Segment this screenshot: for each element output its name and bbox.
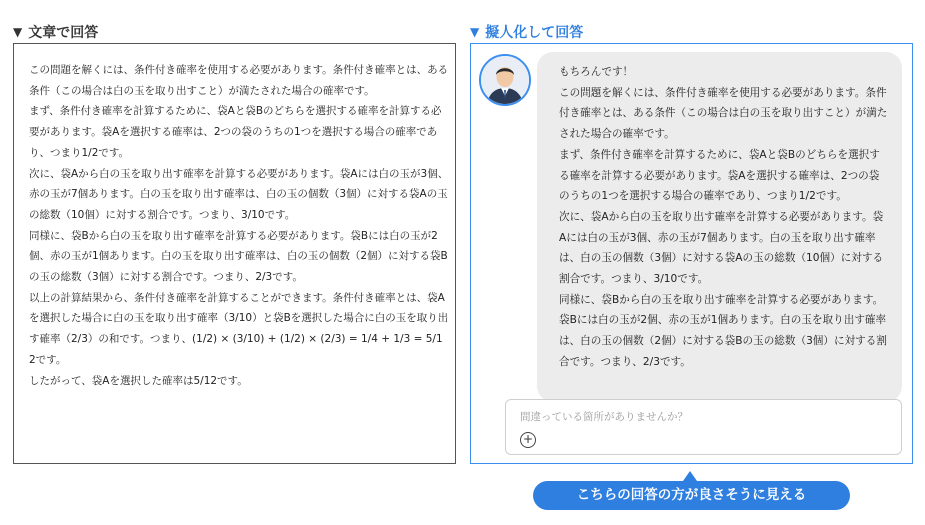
triangle-down-icon: ▼ [470, 25, 480, 39]
answer-paragraph: 同様に、袋Bから白の玉を取り出す確率を計算する必要があります。袋Bには白の玉が2個、赤の玉が1個あります。白の玉を取り出す確率は、白の玉の個数（2個）に対する袋Bの玉の総数（3個）に対する割合です。つまり、2/3です。 [29, 229, 448, 284]
answer-paragraph: まず、条件付き確率を計算するために、袋Aと袋Bのどちらを選択する確率を計算する必要があります。袋Aを選択する確率は、2つの袋のうちの1つを選択する場合の確率であり、つまり1/2です。 [29, 105, 442, 159]
prefer-this-answer-button[interactable]: こちらの回答の方が良さそうに見える [533, 481, 850, 510]
avatar-icon [479, 54, 531, 106]
bubble-paragraph: もちろんです！ [559, 66, 634, 78]
right-title-text: 擬人化して回答 [485, 25, 584, 41]
triangle-down-icon: ▼ [13, 25, 23, 39]
answer-paragraph: 以上の計算結果から、条件付き確率を計算することができます。条件付き確率とは、袋Aを選択した場合に白の玉を取り出す確率（3/10）と袋Bを選択した場合に白の玉を取り出す確率（2/3）の和です。つまり、(1/2) × (3/10) + (1/2) × (2/3) = 1/4 + 1/3 = 5/12です。 [29, 291, 449, 366]
bubble-paragraph: 同様に、袋Bから白の玉を取り出す確率を計算する必要があります。袋Bには白の玉が2個、赤の玉が1個あります。白の玉を取り出す確率は、白の玉の個数（2個）に対する袋Bの玉の総数（3個）に対する割合です。つまり、2/3です。 [559, 293, 887, 368]
bubble-paragraph: この問題を解くには、条件付き確率を使用する必要があります。条件付き確率とは、ある条件（この場合は白の玉を取り出すこと）が満たされた場合の確率です。 [559, 86, 888, 141]
left-title-text: 文章で回答 [28, 25, 99, 41]
right-section-title [470, 22, 583, 42]
left-section-title [13, 22, 98, 42]
person-avatar-icon [481, 56, 529, 104]
bubble-paragraph: 次に、袋Aから白の玉を取り出す確率を計算する必要があります。袋Aには白の玉が3個、赤の玉が7個あります。白の玉を取り出す確率は、白の玉の個数（3個）に対する袋Aの玉の総数（10個）に対する割合です。つまり、3/10です。 [559, 210, 884, 286]
text-answer-panel [13, 43, 456, 464]
answer-paragraph: 次に、袋Aから白の玉を取り出す確率を計算する必要があります。袋Aには白の玉が3個、赤の玉が7個あります。白の玉を取り出す確率は、白の玉の個数（3個）に対する袋Aの玉の総数（10個）に対する割合です。つまり、3/10です。 [29, 167, 449, 221]
chat-input-placeholder: 間違っている箇所がありませんか？ [520, 411, 688, 423]
callout-arrow [683, 471, 697, 481]
chat-input[interactable] [505, 399, 902, 455]
bubble-paragraph: まず、条件付き確率を計算するために、袋Aと袋Bのどちらを選択する確率を計算する必要があります。袋Aを選択する確率は、2つの袋のうちの1つを選択する場合の確率であり、つまり1/2です。 [559, 148, 880, 203]
text-answer-body [29, 60, 449, 391]
chat-answer-panel [470, 43, 913, 464]
chat-bubble [537, 52, 902, 402]
plus-circle-icon[interactable]: + [520, 432, 536, 448]
answer-paragraph: したがって、袋Aを選択した確率は5/12です。 [29, 374, 248, 387]
answer-paragraph: この問題を解くには、条件付き確率を使用する必要があります。条件付き確率とは、ある条件（この場合は白の玉を取り出すこと）が満たされた場合の確率です。 [29, 64, 449, 97]
